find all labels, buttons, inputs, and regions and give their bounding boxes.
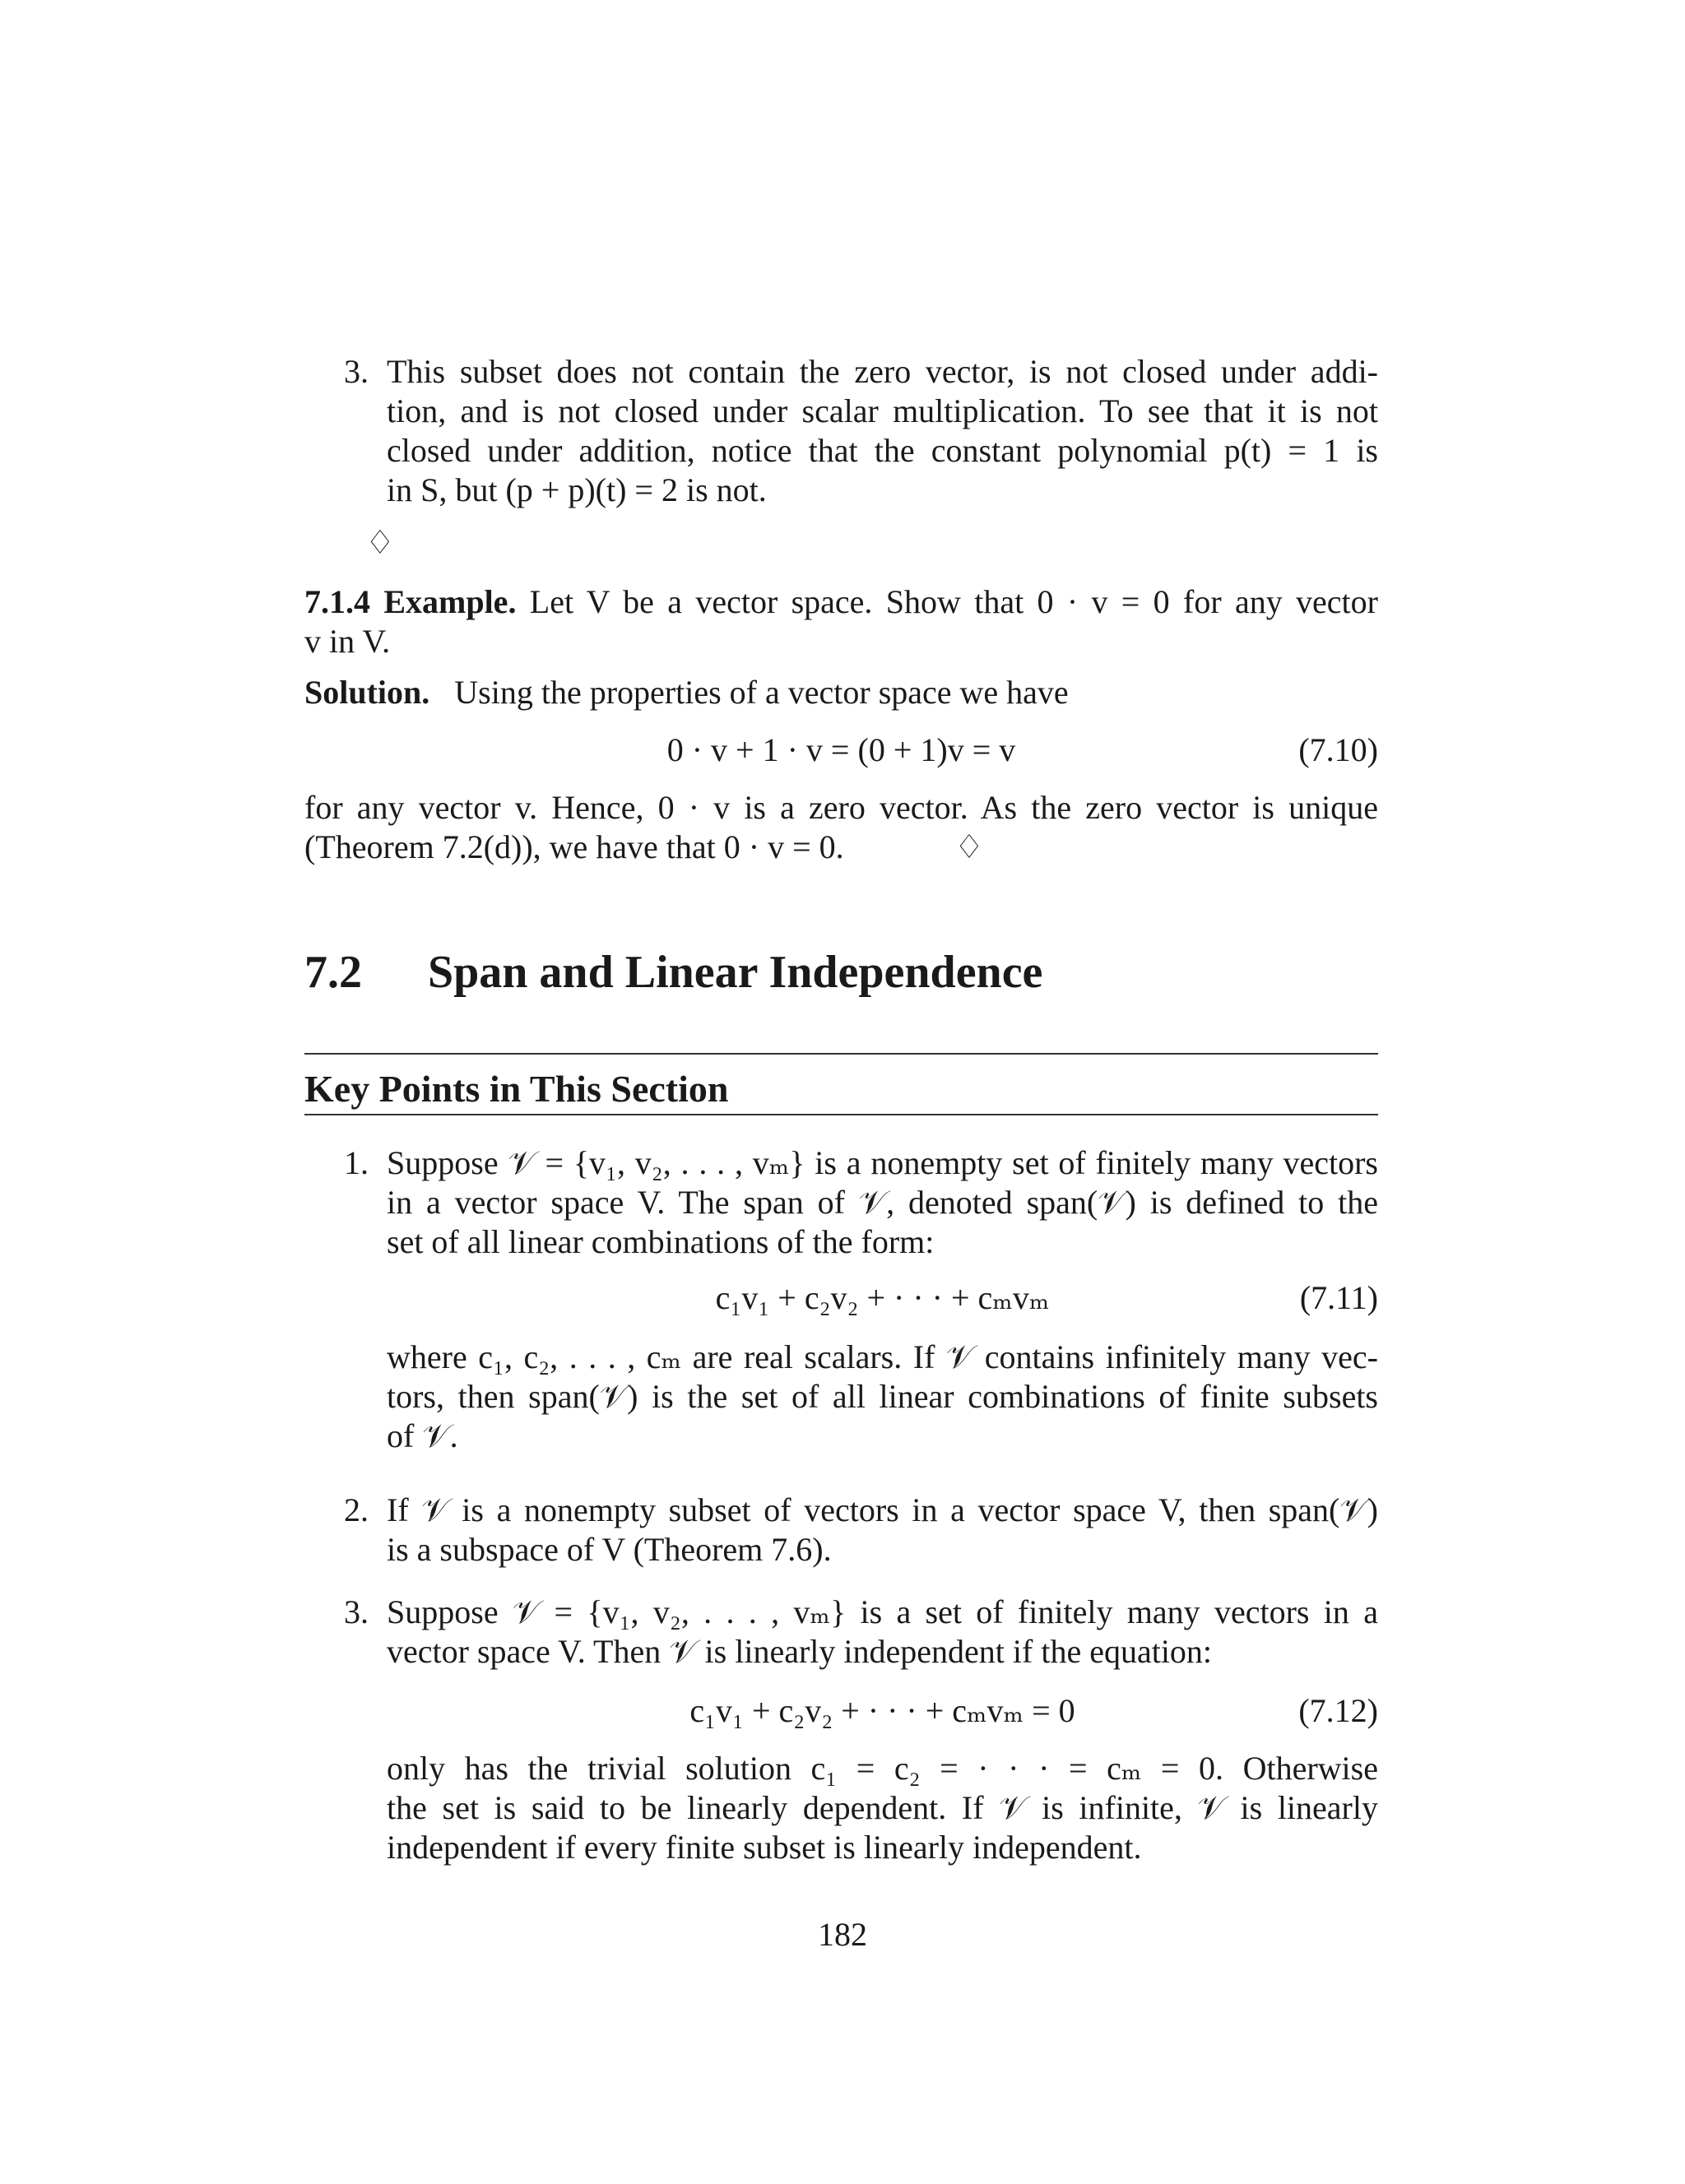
equation-number: (7.11) — [1299, 1279, 1378, 1316]
text-line: This subset does not contain the zero vector, is not closed under addi- — [387, 353, 1378, 390]
text-line: vector space V. Then 𝒱 is linearly independent if the equation: — [387, 1633, 1213, 1670]
text-line: for any vector v. Hence, 0 · v is a zero vector. As the zero vector is unique — [304, 789, 1378, 826]
key-point-3 — [304, 1593, 1378, 1672]
text-line: independent if every finite subset is linearly independent. — [387, 1829, 1142, 1866]
solution-label: Solution. — [304, 674, 430, 711]
key-point-3-continued — [304, 1749, 1378, 1867]
text-line: (Theorem 7.2(d)), we have that 0 · v = 0. — [304, 828, 844, 865]
equation-number: (7.12) — [1298, 1692, 1378, 1729]
text-line: Suppose 𝒱 = {v₁, v₂, . . . , vₘ} is a set of finitely many vectors in a — [387, 1593, 1378, 1630]
top-rule-divider — [304, 1053, 1378, 1055]
list-item-body — [387, 1338, 1378, 1456]
list-item-body — [387, 352, 1378, 510]
list-number: 1. — [344, 1144, 369, 1181]
example-label: 7.1.4 Example. — [304, 583, 517, 620]
text-line: closed under addition, notice that the constant polynomial p(t) = 1 is — [387, 432, 1378, 469]
solution-conclusion — [304, 788, 1378, 867]
example-text: Let V be a vector space. Show that 0 · v = 0 for any vector — [529, 583, 1378, 620]
key-points-heading: Key Points in This Section — [304, 1068, 729, 1110]
example-line-2: v in V. — [304, 623, 391, 660]
list-item-body — [387, 1593, 1378, 1672]
text-line: in S, but (p + p)(t) = 2 is not. — [387, 471, 767, 508]
text-line: tion, and is not closed under scalar multiplication. To see that it is not — [387, 392, 1378, 429]
key-point-1 — [304, 1143, 1378, 1262]
equation-expression: 0 · v + 1 · v = (0 + 1)v = v — [666, 731, 1016, 768]
section-title-text: Span and Linear Independence — [428, 947, 1043, 998]
list-number: 3. — [344, 353, 369, 390]
key-point-1-continued — [304, 1338, 1378, 1456]
end-of-solution-diamond-icon: ♢ — [365, 524, 395, 562]
text-line: of 𝒱. — [387, 1417, 458, 1454]
solution-line — [304, 673, 1378, 712]
text-line: tors, then span(𝒱) is the set of all linear combinations of finite subsets — [387, 1378, 1378, 1415]
equation-expression: c₁v₁ + c₂v₂ + · · · + cₘvₘ = 0 — [689, 1692, 1075, 1729]
text-line: Suppose 𝒱 = {v₁, v₂, . . . , vₘ} is a nonempty set of finitely many vectors — [387, 1144, 1378, 1181]
list-item-body — [387, 1491, 1378, 1570]
text-line: is a subspace of V (Theorem 7.6). — [387, 1531, 832, 1568]
text-line: in a vector space V. The span of 𝒱, denoted span(𝒱) is defined to the — [387, 1184, 1378, 1221]
section-number: 7.2 — [304, 947, 362, 998]
equation-number: (7.10) — [1298, 731, 1378, 768]
list-item-body — [387, 1143, 1378, 1262]
example-line-1 — [304, 582, 1378, 622]
list-number: 3. — [344, 1593, 369, 1630]
section-heading — [304, 946, 1042, 999]
solution-intro — [304, 673, 1378, 712]
text-line: If 𝒱 is a nonempty subset of vectors in a vector space V, then span(𝒱) — [387, 1491, 1378, 1528]
text-line: only has the trivial solution c₁ = c₂ = · · · = cₘ = 0. Otherwise — [387, 1750, 1378, 1787]
list-item-3-prev — [304, 352, 1378, 510]
bottom-rule-divider — [304, 1114, 1378, 1115]
key-point-2 — [304, 1491, 1378, 1570]
text-line: the set is said to be linearly dependent. If 𝒱 is infinite, 𝒱 is linearly — [387, 1789, 1378, 1826]
page-number: 182 — [818, 1916, 867, 1953]
text-line: where c₁, c₂, . . . , cₘ are real scalars. If 𝒱 contains infinitely many vec- — [387, 1338, 1378, 1375]
end-of-example-diamond-icon: ♢ — [954, 828, 984, 866]
text-line: set of all linear combinations of the form: — [387, 1223, 935, 1260]
solution-text: Using the properties of a vector space we have — [454, 674, 1069, 711]
equation-expression: c₁v₁ + c₂v₂ + · · · + cₘvₘ — [715, 1279, 1050, 1316]
list-number: 2. — [344, 1491, 369, 1528]
example-7-1-4 — [304, 582, 1378, 661]
list-item-body — [387, 1749, 1378, 1867]
